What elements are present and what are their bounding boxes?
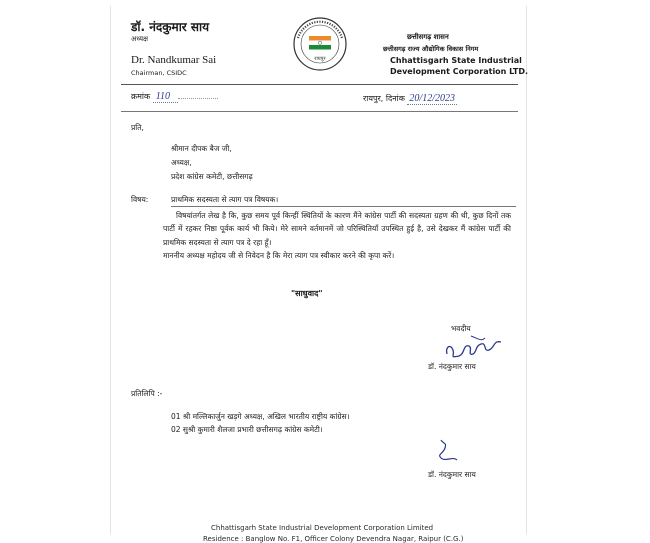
copy-recipient: 02 सुश्री कुमारी शैलजा प्रभारी छत्तीसगढ़ कांग्रेस कमेटी। xyxy=(171,425,323,434)
sender-name-hindi: डॉ. नंदकुमार साय xyxy=(131,20,210,34)
subject-divider xyxy=(171,206,516,207)
corporation-name-hindi: छत्तीसगढ़ राज्य औद्योगिक विकास निगम xyxy=(383,45,479,53)
address-line: प्रदेश कांग्रेस कमेटी, छत्तीसगढ़ xyxy=(171,172,253,181)
place-date xyxy=(363,93,457,104)
signature-icon xyxy=(433,436,473,466)
copy-to-label: प्रतिलिपि :- xyxy=(131,389,163,398)
body-paragraph: माननीय अध्यक्ष महोदय जी से निवेदन है कि मेरा त्याग पत्र स्वीकार करने की कृपा करें। xyxy=(163,250,395,260)
signatory-name: डॉ. नंदकुमार साय xyxy=(428,362,476,371)
signature-icon xyxy=(441,332,511,362)
reference-label: क्रमांक xyxy=(131,92,151,101)
address-line: अध्यक्ष, xyxy=(171,158,192,167)
sender-name-english: Dr. Nandkumar Sai xyxy=(131,54,217,66)
subject-label: विषय: xyxy=(131,195,149,204)
reference-value: 110 xyxy=(153,91,178,103)
sender-title-hindi: अध्यक्ष xyxy=(131,35,149,43)
address-line: श्रीमान दीपक बैज जी, xyxy=(171,144,232,153)
closing-phrase: "साधुवाद" xyxy=(291,289,323,298)
letter-body xyxy=(163,209,511,262)
sender-title-english: Chairman, CSIDC xyxy=(131,69,187,77)
sign-off: भवदीय xyxy=(451,324,471,333)
reference-number xyxy=(131,91,218,102)
corporation-name-english-line2: Development Corporation LTD. xyxy=(390,67,529,76)
government-name: छत्तीसगढ़ शासन xyxy=(407,33,449,41)
emblem-caption: रायपुर xyxy=(314,56,326,62)
date-value: 20/12/2023 xyxy=(409,93,455,104)
body-paragraph: विषयांतर्गत लेख है कि, कुछ समय पूर्व किन्हीं स्थितियों के कारण मैंने कांग्रेस पार्टी की सदस्यता ग्रहण की थी, कुछ दिनों तक पार्टी में रहकर निष्ठा पूर्वक कार्य भी किये। मेरे सामने वर्तमानमें जो परिस्थितियाँ उपस्थित हुई है, उसे देखकर मैं कांग्रेस पार्टी की प्राथमिक सदस्यता से त्याग पत्र दे रहा हूँ। xyxy=(163,211,511,247)
corporation-name-english-line1: Chhattisgarh State Industrial xyxy=(390,56,522,65)
letterhead-page xyxy=(110,6,529,543)
reference-divider xyxy=(121,111,518,112)
copies-signatory-name: डॉ. नंदकुमार साय xyxy=(428,470,476,479)
footer-address: Residence : Banglow No. F1, Officer Colony Devendra Nagar, Raipur (C.G.) xyxy=(203,535,464,543)
footer-company: Chhattisgarh State Industrial Development Corporation Limited xyxy=(211,524,434,532)
date-label: रायपुर, दिनांक xyxy=(363,94,405,103)
to-label: प्रति, xyxy=(131,123,144,132)
header-divider xyxy=(121,84,518,85)
reference-dotted-line xyxy=(178,98,218,99)
copy-recipient: 01 श्री मल्लिकार्जुन खड़गे अध्यक्ष, अखिल भारतीय राष्ट्रीय कांग्रेस। xyxy=(171,412,350,421)
csidc-emblem-icon xyxy=(292,16,348,72)
subject-text: प्राथमिक सदस्यता से त्याग पत्र विषयक। xyxy=(171,195,279,204)
